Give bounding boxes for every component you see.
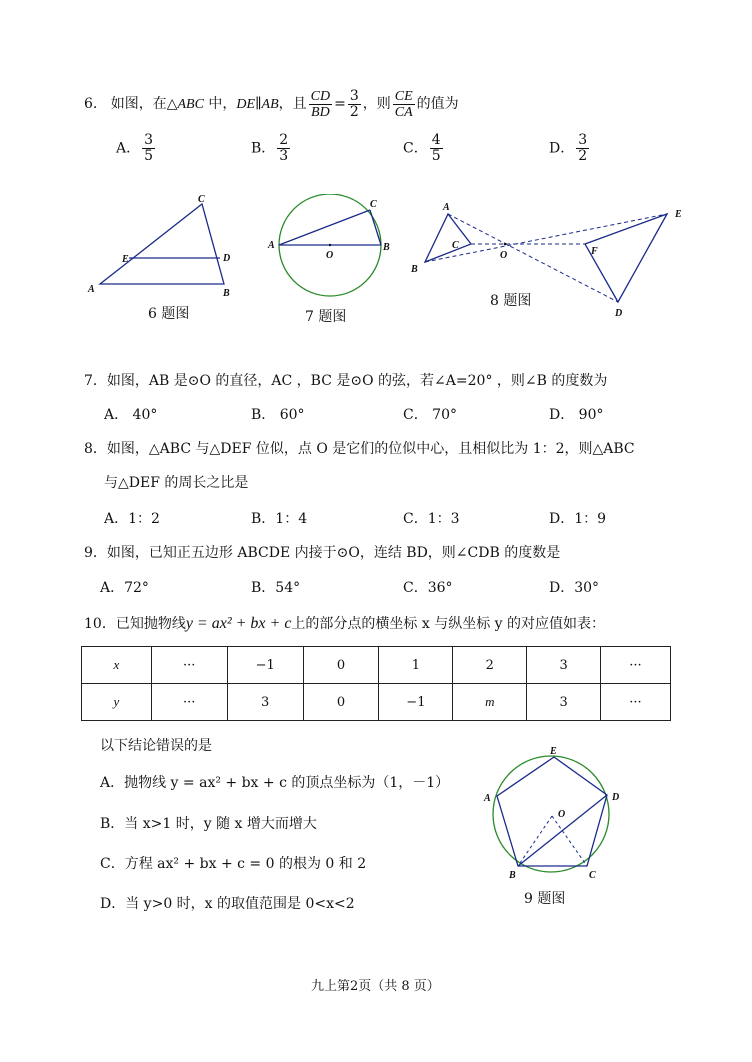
caption-fig7: 7 题图 [305,309,347,325]
figure-8 [405,196,695,321]
table-cell: 2 [453,647,527,684]
table-cell: ··· [601,684,671,721]
table-row-x [82,647,671,684]
table-row-y [82,684,671,721]
f6-label-e: E [122,254,129,265]
q9-option-d: D．30° [549,580,600,596]
table-cell: 1 [379,647,453,684]
q9-stem: 9．如图，已知正五边形 ABCDE 内接于⊙O，连结 BD，则∠CDB 的度数是 [84,545,561,561]
fraction-3-2: $\frac{3}{2}$ [349,87,359,120]
f9-label-c: C [589,870,596,881]
chord-bc [370,210,381,245]
table-cell: −1 [379,684,453,721]
figure-6 [82,188,242,298]
value-table [81,646,671,721]
table-cell: m [453,684,527,721]
f9-label-o: O [558,809,566,820]
table-cell: −1 [227,647,303,684]
table-cell: y [82,684,152,721]
chord-ac [279,210,370,245]
q8-option-d: D．1：9 [549,511,607,527]
f8-label-f: F [591,246,598,257]
f7-label-c: C [370,199,377,210]
f8-label-a: A [443,202,450,213]
q8-stem-line1: 8．如图，△ABC 与△DEF 位似，点 O 是它们的位似中心，且相似比为 1：2，则△ABC [84,441,635,457]
f9-label-e: E [550,746,557,757]
q7-option-c: C． 70° [403,407,457,423]
caption-fig9: 9 题图 [524,891,566,907]
caption-fig8: 8 题图 [490,293,532,309]
table-cell: x [82,647,152,684]
pentagon-abcde [497,757,607,866]
q10-prompt: 以下结论错误的是 [100,738,212,754]
triangle-abc [425,214,471,262]
table-cell: 3 [527,647,601,684]
q7-option-b: B． 60° [251,407,305,423]
table-cell: 3 [227,684,303,721]
q7-stem: 7．如图，AB 是⊙O 的直径，AC ，BC 是⊙O 的弦，若∠A=20° ，则∠B 的度数为 [84,373,608,389]
f8-label-d: D [615,308,623,319]
table-cell: ··· [601,647,671,684]
f6-label-d: D [223,253,231,264]
q10-option-b: B．当 x>1 时，y 随 x 增大而增大 [100,816,317,832]
q10-stem: 10．已知抛物线y = ax² + bx + c上的部分点的横坐标 x 与纵坐标 y 的对应值如表： [84,615,606,632]
q6-option-b: B． $\frac{2}{3}$ [251,132,289,164]
f8-label-c: C [452,240,459,251]
f8-label-e: E [675,209,682,220]
f7-label-o: O [326,250,334,261]
q10-option-a: A．抛物线 y = ax² + bx + c 的顶点坐标为（1，－1） [100,775,450,791]
table-cell: 3 [527,684,601,721]
q6-stem: 6. 如图，在△ABC 中，DE∥AB，且 $\frac{CD}{BD}$ = $\frac{3}{2}$ ，则 $\frac{CE}{CA}$ 的值为 [84,87,459,120]
triangle-def [585,214,667,302]
figure-7 [266,194,396,304]
f6-label-a: A [88,284,95,295]
f9-label-d: D [612,792,620,803]
page-footer: 九上第2页（共 8 页） [311,979,440,994]
q9-option-b: B．54° [251,580,301,596]
f8-label-o: O [500,250,508,261]
q7-option-d: D． 90° [549,407,604,423]
q10-formula: y = ax² + bx + c [185,615,292,632]
f9-label-a: A [484,793,491,804]
f7-label-a: A [268,240,275,251]
q9-option-c: C．36° [403,580,453,596]
q9-option-a: A．72° [100,580,149,596]
q6-option-a: A． $\frac{3}{5}$ [116,132,154,164]
f7-label-b: B [383,242,390,253]
figure-9 [476,742,626,882]
table-cell: ··· [151,684,227,721]
q10-option-d: D．当 y>0 时，x 的取值范围是 0<x<2 [100,896,355,912]
f6-label-b: B [223,288,230,298]
fraction-cd-bd: $\frac{CD}{BD}$ [310,88,331,120]
triangle-abc [100,204,224,284]
table-cell: 0 [303,684,379,721]
circle-o [493,756,609,872]
table-cell: ··· [151,647,227,684]
q6-option-d: D． $\frac{3}{2}$ [549,132,588,164]
q6-option-c: C． $\frac{4}{5}$ [403,132,441,164]
q8-option-c: C．1：3 [403,511,460,527]
q10-option-c: C．方程 ax² + bx + c = 0 的根为 0 和 2 [100,856,367,872]
q6-number: 6. [84,96,98,112]
fraction-ce-ca: $\frac{CE}{CA}$ [394,88,413,120]
table-cell: 0 [303,647,379,684]
q7-option-a: A． 40° [104,407,158,423]
f6-label-c: C [198,194,205,205]
q8-option-b: B．1：4 [251,511,308,527]
f9-label-b: B [509,870,516,881]
caption-fig6: 6 题图 [148,306,190,322]
q8-stem-line2: 与△DEF 的周长之比是 [104,475,249,491]
q8-option-a: A．1：2 [104,511,160,527]
segment-bd [518,795,607,866]
f8-label-b: B [411,264,418,275]
